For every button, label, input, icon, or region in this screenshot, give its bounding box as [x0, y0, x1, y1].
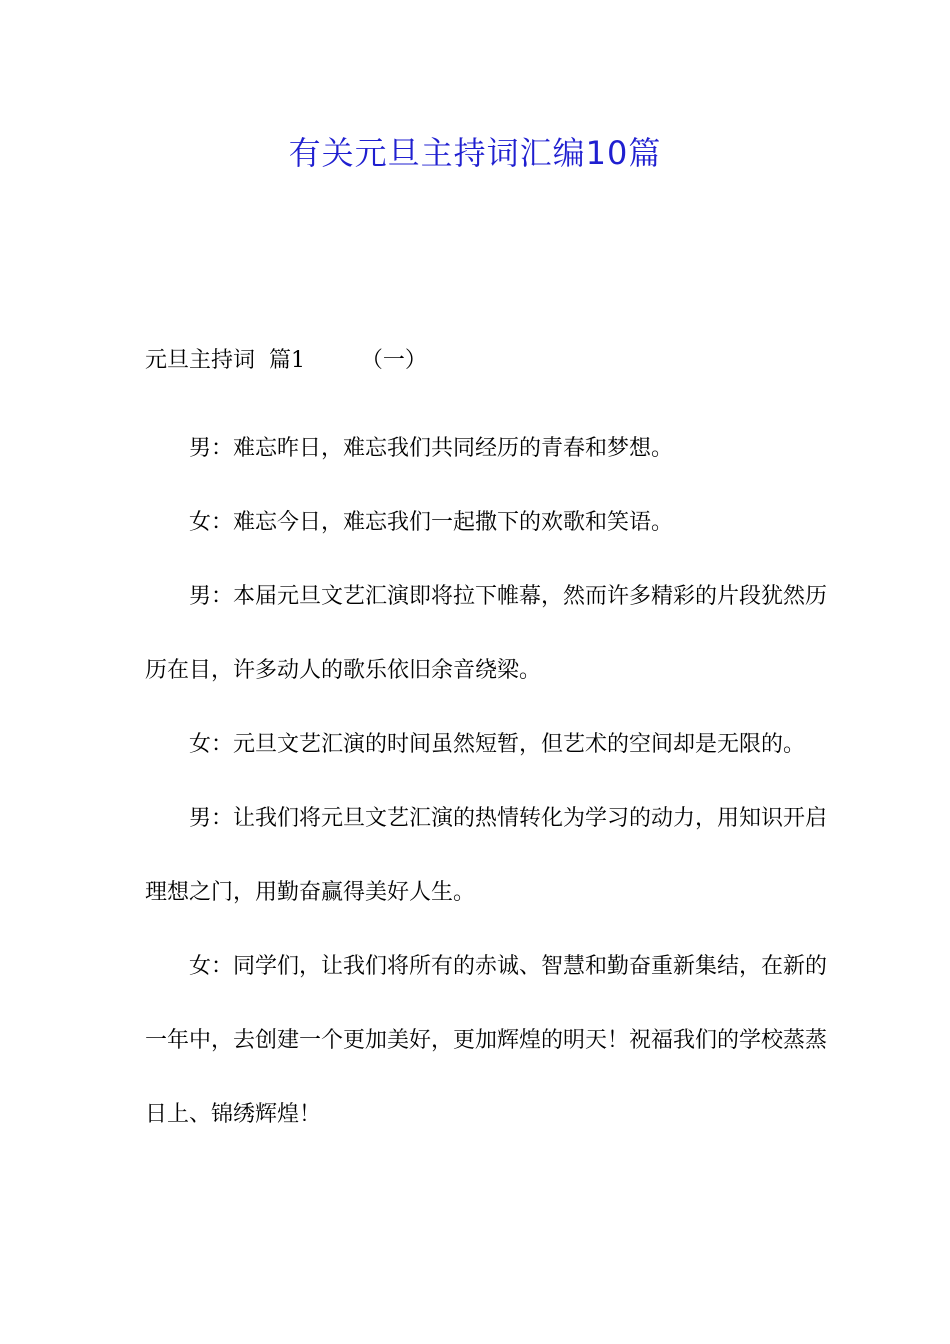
document-body [145, 412, 835, 1152]
paragraph: 男：难忘昨日，难忘我们共同经历的青春和梦想。 [189, 436, 674, 461]
paragraph: 男：本届元旦文艺汇演即将拉下帷幕，然而许多精彩的片段犹然历历在目，许多动人的歌乐依旧余音绕梁。 [145, 584, 828, 683]
paragraph: 女：同学们，让我们将所有的赤诚、智慧和勤奋重新集结，在新的一年中，去创建一个更加美好，更加辉煌的明天！祝福我们的学校蒸蒸日上、锦绣辉煌！ [145, 954, 828, 1127]
paragraph: 女：难忘今日，难忘我们一起撒下的欢歌和笑语。 [189, 510, 674, 535]
paragraph: 男：让我们将元旦文艺汇演的热情转化为学习的动力，用知识开启理想之门，用勤奋赢得美好人生。 [145, 806, 828, 905]
document-title: 有关元旦主持词汇编10篇 [288, 134, 662, 172]
paragraph: 女：元旦文艺汇演的时间虽然短暂，但艺术的空间却是无限的。 [189, 732, 806, 757]
section-heading: 元旦主持词 篇1 （一） [145, 348, 427, 373]
